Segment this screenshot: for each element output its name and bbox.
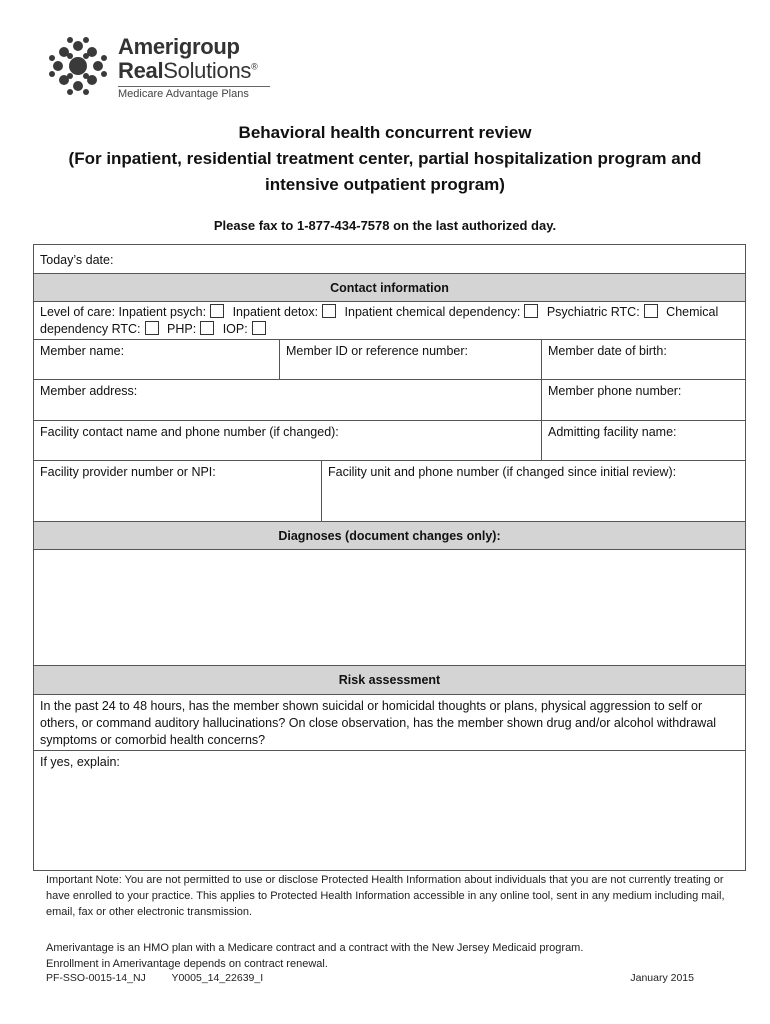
member-id-field[interactable]: Member ID or reference number: [280,340,542,379]
page-subtitle-line1: (For inpatient, residential treatment center, partial hospitalization program and [68,149,702,168]
logo-brand-name: Amerigroup [118,34,240,59]
loc-option-php: PHP: [167,322,197,336]
form-codes [46,972,263,984]
facility-provider-row [34,461,745,522]
level-of-care-row [34,302,745,340]
plan-code: Y0005_14_22639_I [171,972,264,984]
todays-date-label: Today’s date: [40,253,114,267]
facility-contact-field[interactable]: Facility contact name and phone number (if changed): [34,421,542,460]
logo-product-name: RealSolutions® [118,58,258,83]
diagnoses-textarea[interactable] [34,550,745,666]
loc-option-iop: IOP: [222,322,248,336]
chemical-dependency-rtc-checkbox[interactable] [145,321,159,335]
important-note: Important Note: You are not permitted to use or disclose Protected Health Information about individuals that you are not currently treating or have enrolled to your practice. This applies to Protected Health Information accessible in any online tool, sent in any medium including mail, email, fax or other electronic transmission. [46,874,725,918]
admitting-facility-field[interactable]: Admitting facility name: [548,425,677,439]
iop-checkbox[interactable] [252,321,266,335]
member-dob-field[interactable]: Member date of birth: [548,344,667,358]
inpatient-psych-checkbox[interactable] [210,304,224,318]
todays-date-row[interactable] [34,245,745,274]
member-info-row [34,340,745,380]
page-title: Behavioral health concurrent review [238,123,532,142]
loc-option-chemical-dependency: Inpatient chemical dependency: [344,305,521,319]
risk-question: In the past 24 to 48 hours, has the member shown suicidal or homicidal thoughts or plans, physical aggression to self or others, or command auditory hallucinations? On close observation, has the member shown drug and/or alcohol withdrawal symptoms or comorbid health concerns? [34,695,745,751]
starburst-logo-icon [46,34,110,98]
inpatient-detox-checkbox[interactable] [322,304,336,318]
plan-disclaimer-line1: Amerivantage is an HMO plan with a Medicare contract and a contract with the New Jersey Medicaid program. [46,942,584,954]
loc-option-inpatient-psych: Inpatient psych: [118,305,207,319]
concurrent-review-form [33,244,746,871]
loc-option-chemical-dependency-rtc: Chemical dependency RTC: [40,305,719,336]
if-yes-label: If yes, explain: [40,755,120,769]
if-yes-explain-field[interactable] [34,751,745,870]
chemical-dependency-checkbox[interactable] [524,304,538,318]
member-name-field[interactable]: Member name: [34,340,280,379]
facility-provider-field[interactable]: Facility provider number or NPI: [34,461,322,521]
risk-assessment-header: Risk assessment [34,666,745,695]
loc-option-inpatient-detox: Inpatient detox: [232,305,319,319]
amerigroup-logo [46,34,286,104]
facility-unit-field[interactable]: Facility unit and phone number (if changed since initial review): [328,465,677,479]
member-phone-field[interactable]: Member phone number: [548,384,682,398]
plan-disclaimer-line2: Enrollment in Amerivantage depends on contract renewal. [46,958,328,970]
facility-contact-row [34,421,745,461]
level-of-care-label: Level of care: [40,305,116,319]
php-checkbox[interactable] [200,321,214,335]
diagnoses-header: Diagnoses (document changes only): [34,522,745,550]
contact-information-header: Contact information [34,274,745,302]
page-subtitle-line2: intensive outpatient program) [265,175,505,194]
logo-tagline: Medicare Advantage Plans [118,86,270,100]
psychiatric-rtc-checkbox[interactable] [644,304,658,318]
loc-option-psychiatric-rtc: Psychiatric RTC: [546,305,640,319]
member-address-row [34,380,745,421]
form-code: PF-SSO-0015-14_NJ [46,972,146,984]
fax-instruction: Please fax to 1-877-434-7578 on the last authorized day. [213,218,557,233]
form-date: January 2015 [630,972,694,984]
member-address-field[interactable]: Member address: [34,380,542,420]
